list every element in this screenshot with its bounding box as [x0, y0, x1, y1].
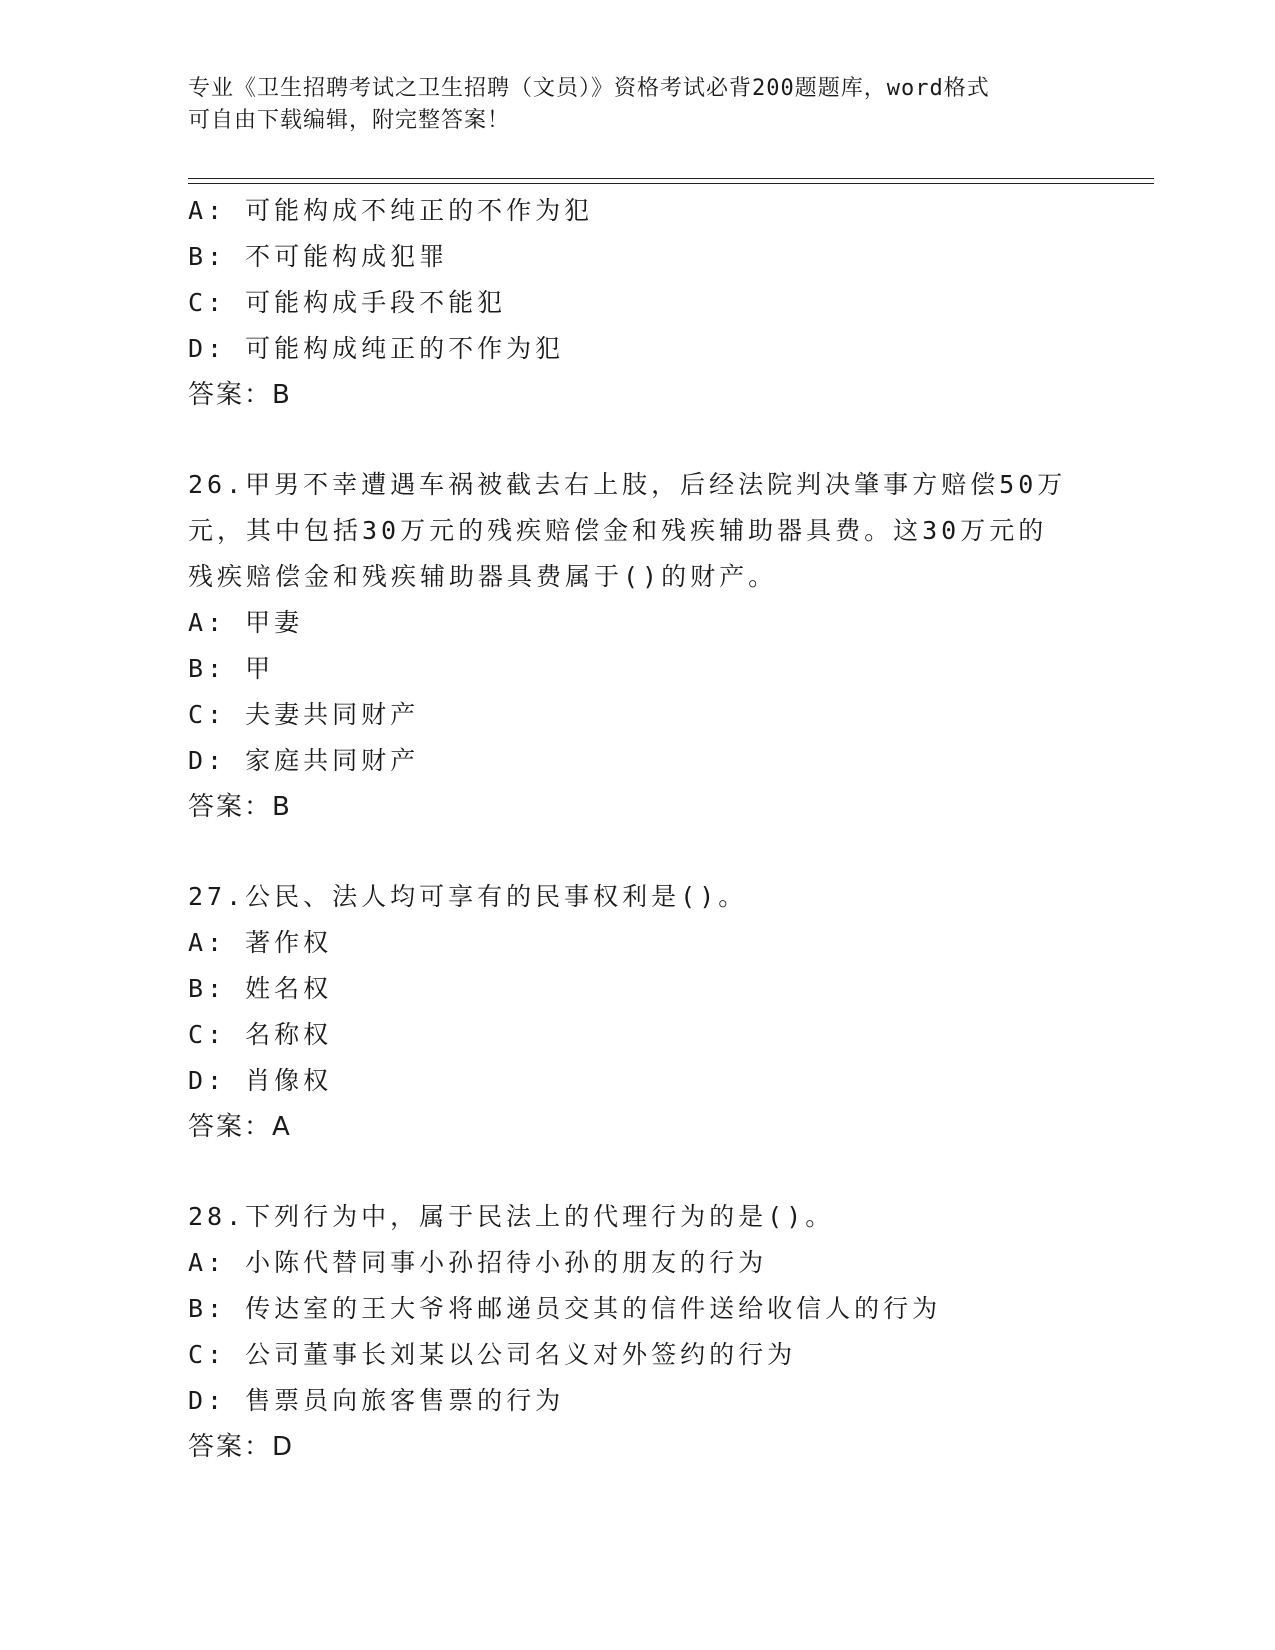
answer-line: 答案：D — [188, 1432, 295, 1462]
option-a: A: 可能构成不纯正的不作为犯 — [188, 196, 594, 225]
option-a: A: 小陈代替同事小孙招待小孙的朋友的行为 — [188, 1248, 768, 1277]
header-divider-top — [188, 178, 1154, 179]
option-d: D: 可能构成纯正的不作为犯 — [188, 334, 565, 363]
answer-line: 答案：A — [188, 1112, 292, 1142]
option-b: B: 姓名权 — [188, 974, 333, 1003]
question-28 — [188, 1194, 1088, 1470]
spacer — [188, 418, 1088, 462]
option-a: A: 著作权 — [188, 928, 333, 957]
header-divider-bottom — [188, 183, 1154, 184]
spacer — [188, 1150, 1088, 1194]
question-stem-line-3: 残疾赔偿金和残疾辅助器具费属于()的财产。 — [188, 562, 778, 591]
question-stem-line-1: 27.公民、法人均可享有的民事权利是()。 — [188, 882, 748, 911]
option-a: A: 甲妻 — [188, 608, 304, 637]
question-25 — [188, 188, 1088, 418]
option-d: D: 售票员向旅客售票的行为 — [188, 1386, 565, 1415]
option-c: C: 可能构成手段不能犯 — [188, 288, 507, 317]
option-c: C: 夫妻共同财产 — [188, 700, 420, 729]
answer-line: 答案：B — [188, 792, 292, 822]
question-list — [188, 188, 1088, 1470]
option-d: D: 家庭共同财产 — [188, 746, 420, 775]
option-b: B: 甲 — [188, 654, 275, 683]
option-b: B: 传达室的王大爷将邮递员交其的信件送给收信人的行为 — [188, 1294, 942, 1323]
question-stem-line-2: 元，其中包括30万元的残疾赔偿金和残疾辅助器具费。这30万元的 — [188, 516, 1048, 545]
header-line-1: 专业《卫生招聘考试之卫生招聘（文员）》资格考试必背200题题库，word格式 — [188, 76, 990, 101]
question-stem-line-1: 26.甲男不幸遭遇车祸被截去右上肢，后经法院判决肇事方赔偿50万 — [188, 470, 1067, 499]
option-c: C: 名称权 — [188, 1020, 333, 1049]
question-stem-line-1: 28.下列行为中，属于民法上的代理行为的是()。 — [188, 1202, 835, 1231]
spacer — [188, 830, 1088, 874]
option-b: B: 不可能构成犯罪 — [188, 242, 449, 271]
answer-line: 答案：B — [188, 380, 292, 410]
option-d: D: 肖像权 — [188, 1066, 333, 1095]
question-27 — [188, 874, 1088, 1150]
option-c: C: 公司董事长刘某以公司名义对外签约的行为 — [188, 1340, 797, 1369]
header-line-2: 可自由下载编辑，附完整答案！ — [188, 108, 511, 133]
document-header — [188, 73, 1068, 137]
question-26 — [188, 462, 1088, 830]
